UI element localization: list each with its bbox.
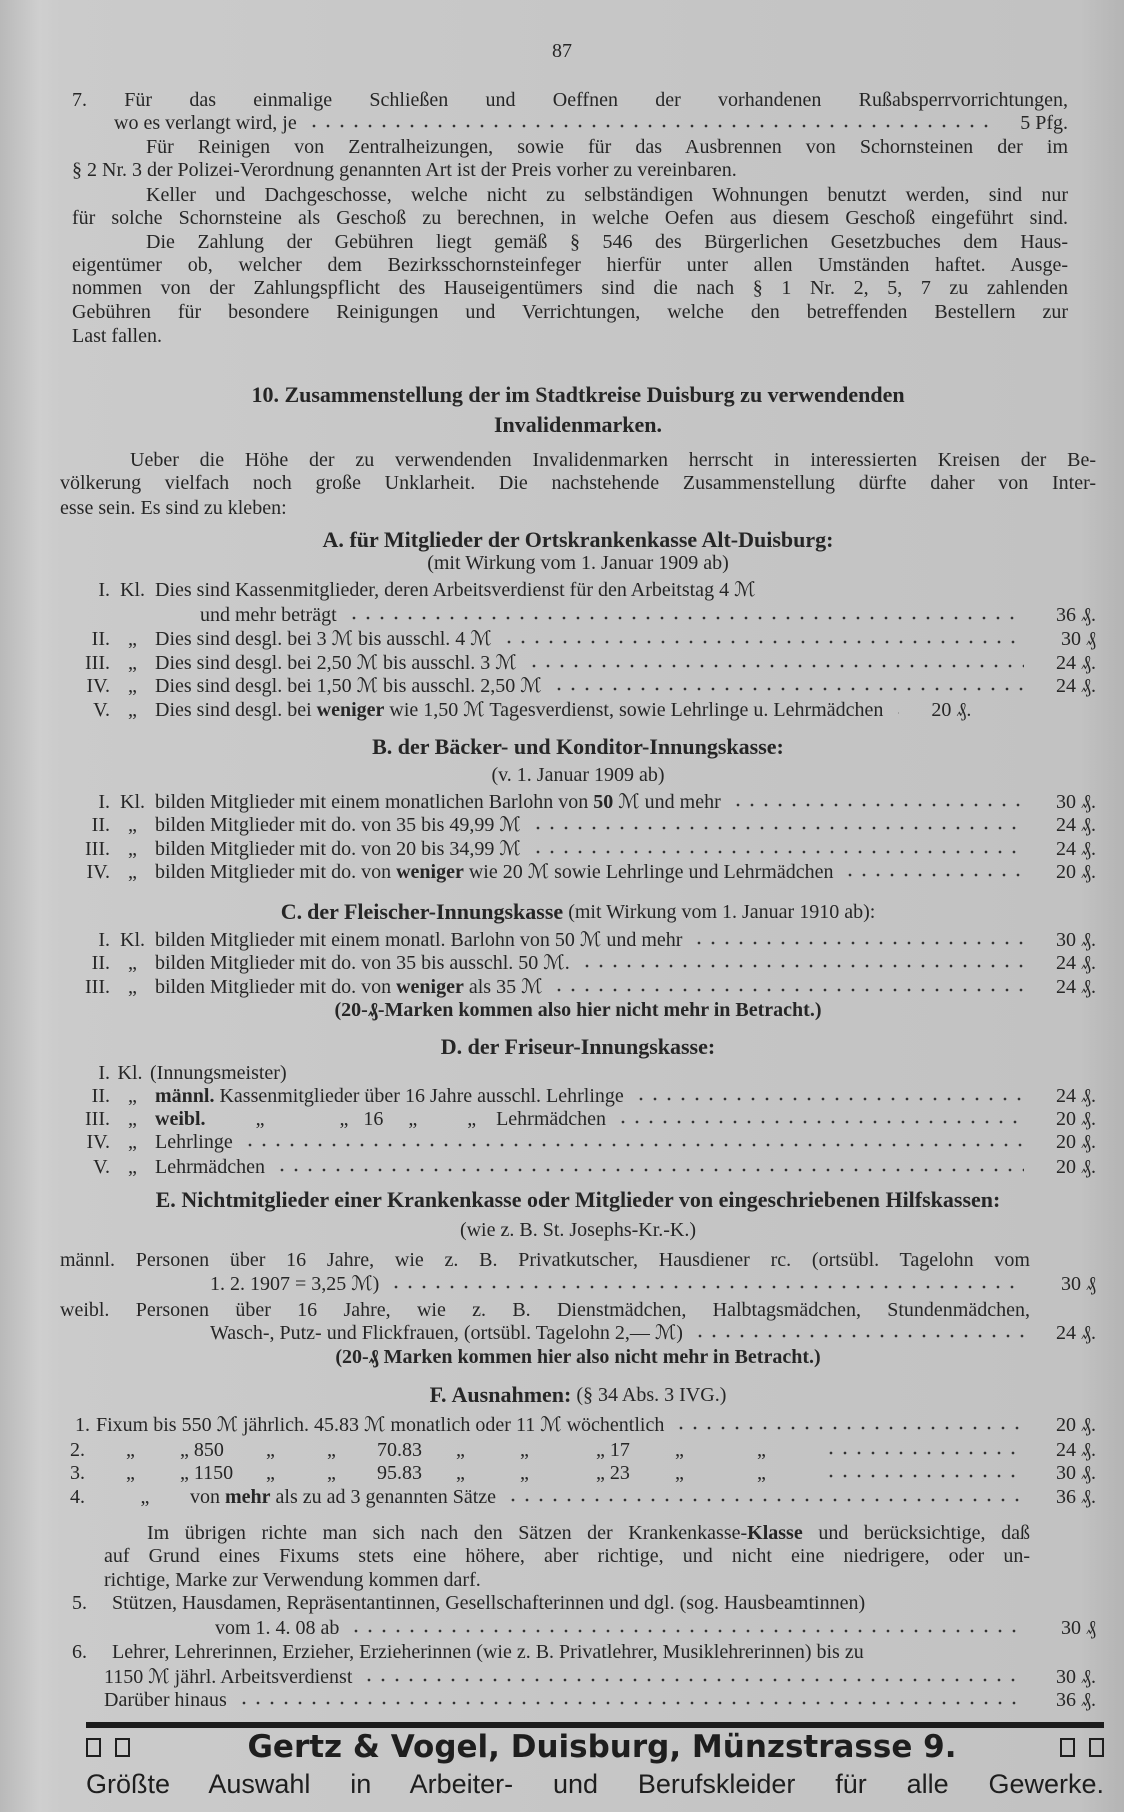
row-class: I. [98, 579, 110, 601]
subsection-heading-b [60, 735, 1096, 759]
table-row [60, 1084, 1096, 1108]
row-value: 30 ₰. [1056, 791, 1096, 813]
table-row [60, 627, 1096, 651]
item-7-text: wo es verlangt wird, je [114, 112, 297, 134]
cell: 70.83 [377, 1439, 422, 1461]
table-row [60, 1485, 1096, 1509]
table-row [60, 651, 1096, 675]
paragraph-line: § 2 Nr. 3 der Polizei-Verordnung genannten Art ist der Preis vorher zu vereinbaren. [72, 159, 737, 181]
row-class: II. [91, 628, 110, 650]
advertiser-name: Gertz & Vogel, Duisburg, Münzstrasse 9. [247, 1729, 957, 1765]
row-unit: „ [128, 1085, 137, 1107]
row-text [190, 1485, 496, 1509]
row-text: Dies sind desgl. bei 1,50 ℳ bis ausschl. 2,50 ℳ [155, 675, 542, 697]
row-number: 2. [70, 1439, 85, 1461]
row-value: 30 ₰ [1061, 628, 1096, 650]
row-text: Lehrmädchen [155, 1156, 265, 1178]
row-cells [100, 1461, 814, 1485]
paragraph-line: für solche Schornsteine als Geschoß zu berechnen, in welche Oefen aus diesem Geschoß eingeführt sind. [72, 207, 1068, 229]
table-row [60, 1155, 1096, 1179]
table-row-line: weibl. Personen über 16 Jahre, wie z. B. Dienstmädchen, Halbtagsmädchen, Stundenmädchen, [60, 1299, 1030, 1321]
row-class: V. [93, 699, 110, 721]
paragraph-line: richtige, Marke zur Verwendung kommen darf. [104, 1569, 481, 1591]
row-class: III. [85, 652, 110, 674]
row-value: 30 ₰. [1056, 1462, 1096, 1484]
row-unit: „ [128, 838, 137, 860]
row-class: I. [98, 929, 110, 951]
row-unit: „ [128, 675, 137, 697]
bold-text: Klasse [747, 1522, 803, 1544]
table-row [60, 1130, 1096, 1154]
cell: „ [456, 1439, 465, 1461]
dot-leader [731, 803, 1024, 807]
paragraph-line: Last fallen. [72, 325, 162, 347]
row-number: 1. [75, 1414, 90, 1436]
row-text: Lehrer, Lehrerinnen, Erzieher, Erzieherinnen (wie z. B. Privatlehrer, Musiklehrerinnen) bis zu [112, 1641, 864, 1663]
subsection-heading-e [60, 1188, 1096, 1212]
square-ornament-icon [1060, 1729, 1104, 1765]
item-7-row [72, 111, 1068, 135]
dot-leader [502, 640, 1024, 644]
table-row [60, 578, 1096, 602]
paragraph-line: eigentümer ob, welcher dem Bezirksschornsteinfeger hierfür unter allen Umständen haftet. Ausge- [72, 254, 1068, 276]
text-part: Kassenmitglieder über 16 Jahre ausschl. Lehrlinge [214, 1085, 624, 1107]
cell: „ [266, 1439, 275, 1461]
cell: „ [757, 1439, 766, 1461]
table-row-continuation [60, 1321, 1096, 1345]
row-unit: Kl. [120, 929, 145, 951]
row-value: 30 ₰ [1061, 1617, 1096, 1639]
paragraph-line: Die Zahlung der Gebühren liegt gemäß § 546 des Bürgerlichen Gesetzbuches dem Haus- [146, 231, 1068, 253]
heading-title: für Mitglieder der Ortskrankenkasse Alt-Duisburg: [349, 527, 834, 552]
row-value: 24 ₰. [1056, 952, 1096, 974]
text-part: wie 20 ℳ sowie Lehrlinge und Lehrmädchen [463, 861, 834, 883]
row-text: (Innungsmeister) [150, 1062, 287, 1084]
table-row [60, 790, 1096, 814]
row-text [155, 698, 883, 722]
bold-text: weniger [396, 976, 464, 998]
row-unit: „ [140, 1486, 150, 1508]
text-part: wie 1,50 ℳ Tagesverdienst, sowie Lehrlinge u. Lehrmädchen [384, 699, 884, 721]
bold-text: mehr [225, 1486, 271, 1508]
item-6-beyond [60, 1688, 1096, 1712]
row-value: 20 ₰. [1056, 1414, 1096, 1436]
dot-leader [531, 826, 1024, 830]
row-unit: „ [128, 652, 137, 674]
dot-leader [275, 1168, 1024, 1172]
paragraph-line: esse sein. Es sind zu kleben: [60, 497, 287, 519]
row-text: Darüber hinaus [104, 1689, 227, 1711]
heading-title: der Friseur-Innungskasse: [467, 1034, 716, 1059]
row-value: 36 ₰. [1056, 1486, 1096, 1508]
dot-leader [552, 687, 1024, 691]
row-number: 5. [72, 1592, 87, 1614]
item-5-line [60, 1591, 1030, 1615]
row-text: und mehr beträgt [200, 604, 337, 626]
row-class: IV. [86, 861, 110, 883]
table-row [60, 698, 1096, 722]
heading-letter: B. [372, 734, 393, 759]
table-row [60, 1413, 1096, 1437]
subsection-heading-c [60, 900, 1096, 924]
heading-title: Nichtmitglieder einer Krankenkasse oder Mitglieder von eingeschriebenen Hilfskassen: [181, 1187, 1001, 1212]
heading-letter: E. [155, 1187, 176, 1212]
bold-text: weniger [396, 861, 464, 883]
subsection-heading-d [60, 1035, 1096, 1059]
advertisement-banner [86, 1729, 1104, 1765]
spacer [893, 711, 899, 715]
text-part: als 35 ℳ [463, 976, 543, 998]
row-class: II. [91, 814, 110, 836]
dot-leader [692, 941, 1024, 945]
cell: „ [520, 1439, 529, 1461]
dot-leader [349, 1629, 1024, 1633]
bold-text: weibl. [155, 1108, 206, 1130]
advertisement-tagline: Größte Auswahl in Arbeiter- und Berufskleider für alle Gewerke. [86, 1769, 1104, 1799]
bold-text: männl. [155, 1085, 215, 1107]
row-text [155, 1107, 606, 1131]
cell: „ [126, 1462, 135, 1484]
row-text: Lehrlinge [155, 1131, 233, 1153]
row-value: 24 ₰. [1056, 675, 1096, 697]
subsection-subtitle: (wie z. B. St. Josephs-Kr.-K.) [459, 1219, 697, 1241]
row-text [155, 860, 833, 884]
row-text: bilden Mitglieder mit do. von 35 bis ausschl. 50 ℳ. [155, 952, 570, 974]
item-7-line: 7. Für das einmalige Schließen und Oeffnen der vorhandenen Rußabsperrvorrichtungen, [72, 89, 1068, 111]
row-class: I. [98, 1062, 110, 1084]
cell: „ 1150 [180, 1462, 234, 1484]
row-text: Dies sind desgl. bei 2,50 ℳ bis ausschl. 3 ℳ [155, 652, 517, 674]
row-number: 3. [70, 1462, 85, 1484]
row-class: IV. [86, 1131, 110, 1153]
row-value: 24 ₰. [1056, 652, 1096, 674]
table-row-continuation [60, 1272, 1096, 1296]
row-class: II. [91, 1085, 110, 1107]
row-value: 20 ₰. [1056, 1156, 1096, 1178]
text-part: Dies sind desgl. bei [155, 699, 317, 721]
dot-leader [634, 1097, 1024, 1101]
text-part: Im übrigen richte man sich nach den Sätzen der Krankenkasse- [147, 1522, 748, 1544]
row-unit: „ [128, 628, 137, 650]
row-value: 24 ₰. [1056, 838, 1096, 860]
bold-text: weniger [316, 699, 385, 721]
text-part: bilden Mitglieder mit do. von [155, 861, 397, 883]
row-class: II. [91, 952, 110, 974]
table-row [60, 1461, 1096, 1485]
table-row [60, 1107, 1096, 1131]
section-title: 10. Zusammenstellung der im Stadtkreise Duisburg zu verwendenden [251, 382, 905, 407]
row-text: 1. 2. 1907 = 3,25 ℳ) [210, 1273, 380, 1295]
paragraph-line: völkerung vielfach noch große Unklarheit. Die nachstehende Zusammenstellung dürfte daher von Inter- [60, 472, 1096, 494]
heading-subtitle: (§ 34 Abs. 3 IVG.) [576, 1384, 727, 1406]
heading-letter: A. [322, 527, 344, 552]
table-row [60, 1438, 1096, 1462]
heading-letter: C. [280, 899, 303, 924]
row-value: 30 ₰. [1056, 929, 1096, 951]
table-row [60, 837, 1096, 861]
cell: „ [675, 1462, 684, 1484]
text-part: als zu ad 3 genannten Sätze [270, 1486, 497, 1508]
dot-leader [347, 616, 1024, 620]
row-class: V. [93, 1156, 110, 1178]
table-row [60, 860, 1096, 884]
cell: „ [675, 1439, 684, 1461]
table-row-line: männl. Personen über 16 Jahre, wie z. B. Privatkutscher, Hausdiener rc. (ortsübl. Tagelohn vom [60, 1249, 1030, 1271]
dot-leader [693, 1334, 1024, 1338]
row-text: vom 1. 4. 08 ab [215, 1617, 340, 1639]
table-row-continuation [60, 603, 1096, 627]
row-text: 1150 ℳ jährl. Arbeitsverdienst [104, 1666, 353, 1688]
table-row [60, 1061, 1096, 1085]
row-text [155, 790, 721, 814]
cell: „ [126, 1439, 135, 1461]
item-6-continuation [60, 1665, 1096, 1689]
text-part: bilden Mitglieder mit einem monatlichen Barlohn von [155, 791, 594, 813]
table-row [60, 674, 1096, 698]
dot-leader [237, 1701, 1024, 1705]
text-part: „ „ 16 „ „ Lehrmädchen [205, 1108, 607, 1130]
row-text: Fixum bis 550 ℳ jährlich. 45.83 ℳ monatlich oder 11 ℳ wöchentlich [96, 1414, 665, 1436]
cell: „ [266, 1462, 275, 1484]
cell: „ 23 [596, 1462, 630, 1484]
bold-text: 50 [593, 791, 614, 813]
dot-leader [527, 664, 1024, 668]
cell: „ 17 [596, 1439, 630, 1461]
heading-title: Ausnahmen: [451, 1382, 572, 1407]
paragraph-line [104, 1521, 1030, 1545]
heading-title: der Bäcker- und Konditor-Innungskasse: [397, 734, 784, 759]
item-7-price: 5 Pfg. [1020, 112, 1068, 134]
paragraph-line: nommen von der Zahlungspflicht des Hauseigentümers sind die nach § 1 Nr. 2, 5, 7 zu zahlenden [72, 277, 1068, 299]
row-text: Stützen, Hausdamen, Repräsentantinnen, Gesellschafterinnen und dgl. (sog. Hausbeamtinnen) [112, 1592, 866, 1614]
row-value: 24 ₰. [1056, 1322, 1096, 1344]
divider-rule [86, 1722, 1104, 1728]
subsection-subtitle: (mit Wirkung vom 1. Januar 1909 ab) [427, 552, 729, 574]
table-row [60, 813, 1096, 837]
row-unit: „ [128, 699, 137, 721]
subsection-heading-a [60, 528, 1096, 552]
paragraph-line: Für Reinigen von Zentralheizungen, sowie für das Ausbrennen von Schornsteinen der im [146, 136, 1068, 158]
cell: „ [327, 1439, 336, 1461]
cell: „ [520, 1462, 529, 1484]
row-text: bilden Mitglieder mit do. von 20 bis 34,99 ℳ [155, 838, 521, 860]
dot-leader [506, 1498, 1024, 1502]
dot-leader [552, 988, 1024, 992]
page-number: 87 [552, 40, 572, 62]
text-part: bilden Mitglieder mit do. von [155, 976, 397, 998]
row-class: III. [85, 1108, 110, 1130]
row-unit: „ [128, 952, 137, 974]
cell: „ 850 [180, 1439, 224, 1461]
dot-leader [674, 1426, 1024, 1430]
dot-leader [307, 124, 988, 128]
row-value: 30 ₰. [1056, 1666, 1096, 1688]
item-6-line [60, 1640, 1030, 1664]
paragraph-line: auf Grund eines Fixums stets eine höhere, aber richtige, und nicht eine niedrigere, oder un- [104, 1545, 1030, 1567]
dot-leader [243, 1143, 1024, 1147]
row-text [155, 1084, 624, 1108]
dot-leader [362, 1678, 1024, 1682]
heading-letter: F. [429, 1382, 447, 1407]
row-unit: Kl. [117, 1062, 143, 1084]
row-class: IV. [86, 675, 110, 697]
dot-leader [843, 873, 1024, 877]
paragraph-line: Gebühren für besondere Reinigungen und Verrichtungen, welche den betreffenden Bestellern zur [72, 301, 1068, 323]
cell: „ [757, 1462, 766, 1484]
section-note: (20-₰ Marken kommen hier also nicht mehr in Betracht.) [335, 1346, 821, 1368]
row-class: III. [85, 976, 110, 998]
row-value: 20 ₰. [931, 699, 972, 721]
cell: 95.83 [377, 1462, 422, 1484]
heading-subtitle: (mit Wirkung vom 1. Januar 1910 ab): [563, 901, 876, 923]
table-row [60, 928, 1096, 952]
row-value: 36 ₰. [1056, 1689, 1096, 1711]
row-unit: „ [128, 1131, 137, 1153]
item-5-continuation [60, 1616, 1096, 1640]
row-number: 6. [72, 1641, 87, 1663]
dot-leader [580, 964, 1024, 968]
heading-letter: D. [440, 1034, 463, 1059]
paragraph-line: Ueber die Höhe der zu verwendenden Invalidenmarken herrscht in interessierten Kreisen der Be- [130, 449, 1096, 471]
section-title: Invalidenmarken. [493, 412, 663, 437]
row-unit: Kl. [120, 579, 145, 601]
table-row [60, 951, 1096, 975]
table-row [60, 975, 1096, 999]
dot-leader [824, 1451, 1024, 1455]
row-text [155, 975, 542, 999]
row-class: I. [98, 791, 110, 813]
heading-title: der Fleischer-Innungskasse [307, 899, 564, 924]
cell: „ [327, 1462, 336, 1484]
row-value: 24 ₰. [1056, 1439, 1096, 1461]
row-unit: „ [128, 1156, 137, 1178]
paragraph-line: Keller und Dachgeschosse, welche nicht zu selbständigen Wohnungen benutzt werden, sind nur [146, 184, 1068, 206]
text-part: und berücksichtige, daß [802, 1522, 1030, 1544]
row-text: bilden Mitglieder mit einem monatl. Barlohn von 50 ℳ und mehr [155, 929, 683, 951]
square-ornament-icon [86, 1729, 144, 1765]
row-unit: „ [128, 976, 137, 998]
row-cells [100, 1438, 814, 1462]
row-text: Wasch-, Putz- und Flickfrauen, (ortsübl. Tagelohn 2,— ℳ) [210, 1322, 683, 1344]
subsection-subtitle: (v. 1. Januar 1909 ab) [491, 764, 665, 786]
dot-leader [389, 1285, 1024, 1289]
subsection-heading-f [60, 1383, 1096, 1407]
section-note: (20-₰-Marken kommen also hier nicht mehr in Betracht.) [334, 999, 822, 1021]
row-class: III. [85, 838, 110, 860]
row-value: 24 ₰. [1056, 814, 1096, 836]
row-unit: „ [128, 861, 137, 883]
row-unit: Kl. [120, 791, 145, 813]
text-part: ℳ und mehr [613, 791, 721, 813]
row-value: 24 ₰. [1056, 976, 1096, 998]
text-part: von [190, 1486, 225, 1508]
cell: „ [456, 1462, 465, 1484]
row-value: 30 ₰ [1061, 1273, 1096, 1295]
row-value: 20 ₰. [1056, 1108, 1096, 1130]
row-unit: „ [128, 814, 137, 836]
row-text: Dies sind Kassenmitglieder, deren Arbeitsverdienst für den Arbeitstag 4 ℳ [155, 579, 756, 601]
dot-leader [616, 1120, 1024, 1124]
row-value: 24 ₰. [1056, 1085, 1096, 1107]
row-text: bilden Mitglieder mit do. von 35 bis 49,99 ℳ [155, 814, 521, 836]
row-text: Dies sind desgl. bei 3 ℳ bis ausschl. 4 ℳ [155, 628, 492, 650]
row-value: 36 ₰. [1056, 604, 1096, 626]
dot-leader [824, 1474, 1024, 1478]
dot-leader [531, 850, 1024, 854]
row-value: 20 ₰. [1056, 1131, 1096, 1153]
row-value: 20 ₰. [1056, 861, 1096, 883]
row-number: 4. [70, 1486, 85, 1508]
row-unit: „ [128, 1108, 137, 1130]
